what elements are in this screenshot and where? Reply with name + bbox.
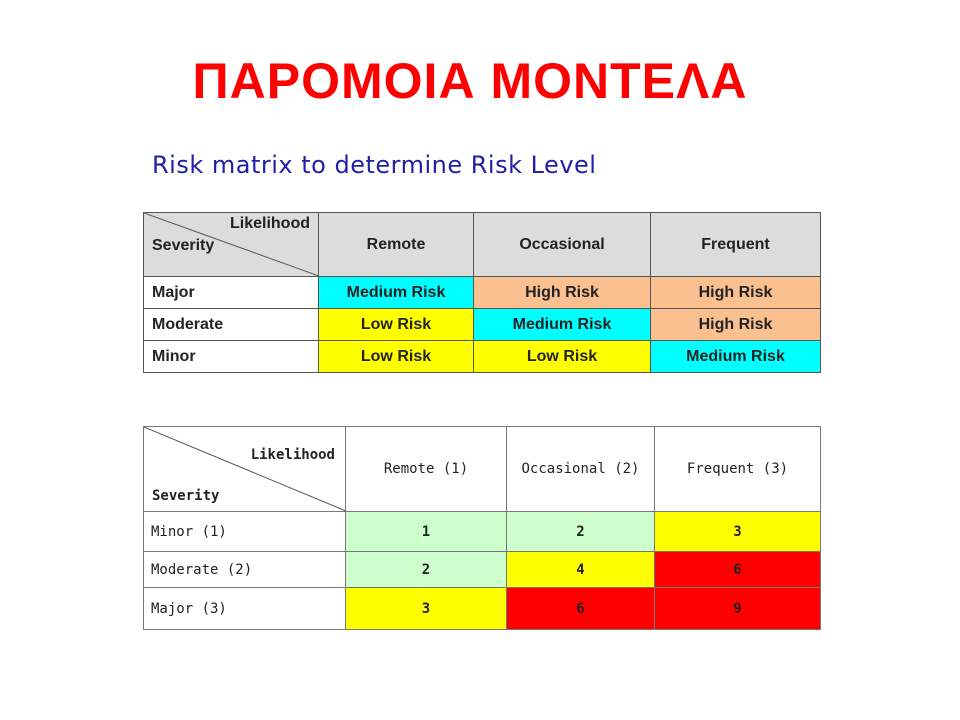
risk-cell: Medium Risk bbox=[474, 309, 651, 341]
score-cell: 3 bbox=[346, 588, 507, 630]
score-cell: 9 bbox=[655, 588, 821, 630]
row-header: Minor (1) bbox=[144, 512, 346, 552]
risk-cell: High Risk bbox=[474, 277, 651, 309]
risk-cell: Medium Risk bbox=[651, 341, 821, 373]
risk-cell: Low Risk bbox=[474, 341, 651, 373]
score-cell: 3 bbox=[655, 512, 821, 552]
matrix-corner-cell bbox=[144, 427, 346, 512]
row-header: Moderate bbox=[144, 309, 319, 341]
risk-cell: Medium Risk bbox=[319, 277, 474, 309]
matrix-header-row bbox=[144, 213, 821, 277]
matrix-corner-cell bbox=[144, 213, 319, 277]
table-row bbox=[144, 309, 821, 341]
column-header: Frequent bbox=[651, 213, 821, 277]
risk-cell: High Risk bbox=[651, 277, 821, 309]
slide-subtitle: Risk matrix to determine Risk Level bbox=[152, 151, 597, 179]
table-row bbox=[144, 552, 821, 588]
score-cell: 4 bbox=[507, 552, 655, 588]
score-cell: 2 bbox=[507, 512, 655, 552]
risk-matrix-qualitative bbox=[143, 212, 821, 373]
row-header: Minor bbox=[144, 341, 319, 373]
risk-cell: Low Risk bbox=[319, 309, 474, 341]
likelihood-axis-label: Likelihood bbox=[230, 215, 310, 232]
score-cell: 6 bbox=[507, 588, 655, 630]
column-header: Frequent (3) bbox=[655, 427, 821, 512]
severity-axis-label: Severity bbox=[152, 488, 220, 504]
score-cell: 2 bbox=[346, 552, 507, 588]
row-header: Moderate (2) bbox=[144, 552, 346, 588]
score-cell: 1 bbox=[346, 512, 507, 552]
table-row bbox=[144, 512, 821, 552]
risk-cell: High Risk bbox=[651, 309, 821, 341]
severity-axis-label: Severity bbox=[152, 237, 215, 254]
column-header: Remote bbox=[319, 213, 474, 277]
table-row bbox=[144, 588, 821, 630]
likelihood-axis-label: Likelihood bbox=[250, 447, 335, 463]
risk-cell: Low Risk bbox=[319, 341, 474, 373]
column-header: Occasional bbox=[474, 213, 651, 277]
column-header: Remote (1) bbox=[346, 427, 507, 512]
table-row bbox=[144, 277, 821, 309]
matrix-header-row bbox=[144, 427, 821, 512]
column-header: Occasional (2) bbox=[507, 427, 655, 512]
risk-matrix-numeric bbox=[143, 426, 821, 630]
score-cell: 6 bbox=[655, 552, 821, 588]
row-header: Major bbox=[144, 277, 319, 309]
slide-title: ΠΑΡΟΜΟΙΑ ΜΟΝΤΕΛΑ bbox=[192, 53, 748, 109]
row-header: Major (3) bbox=[144, 588, 346, 630]
table-row bbox=[144, 341, 821, 373]
